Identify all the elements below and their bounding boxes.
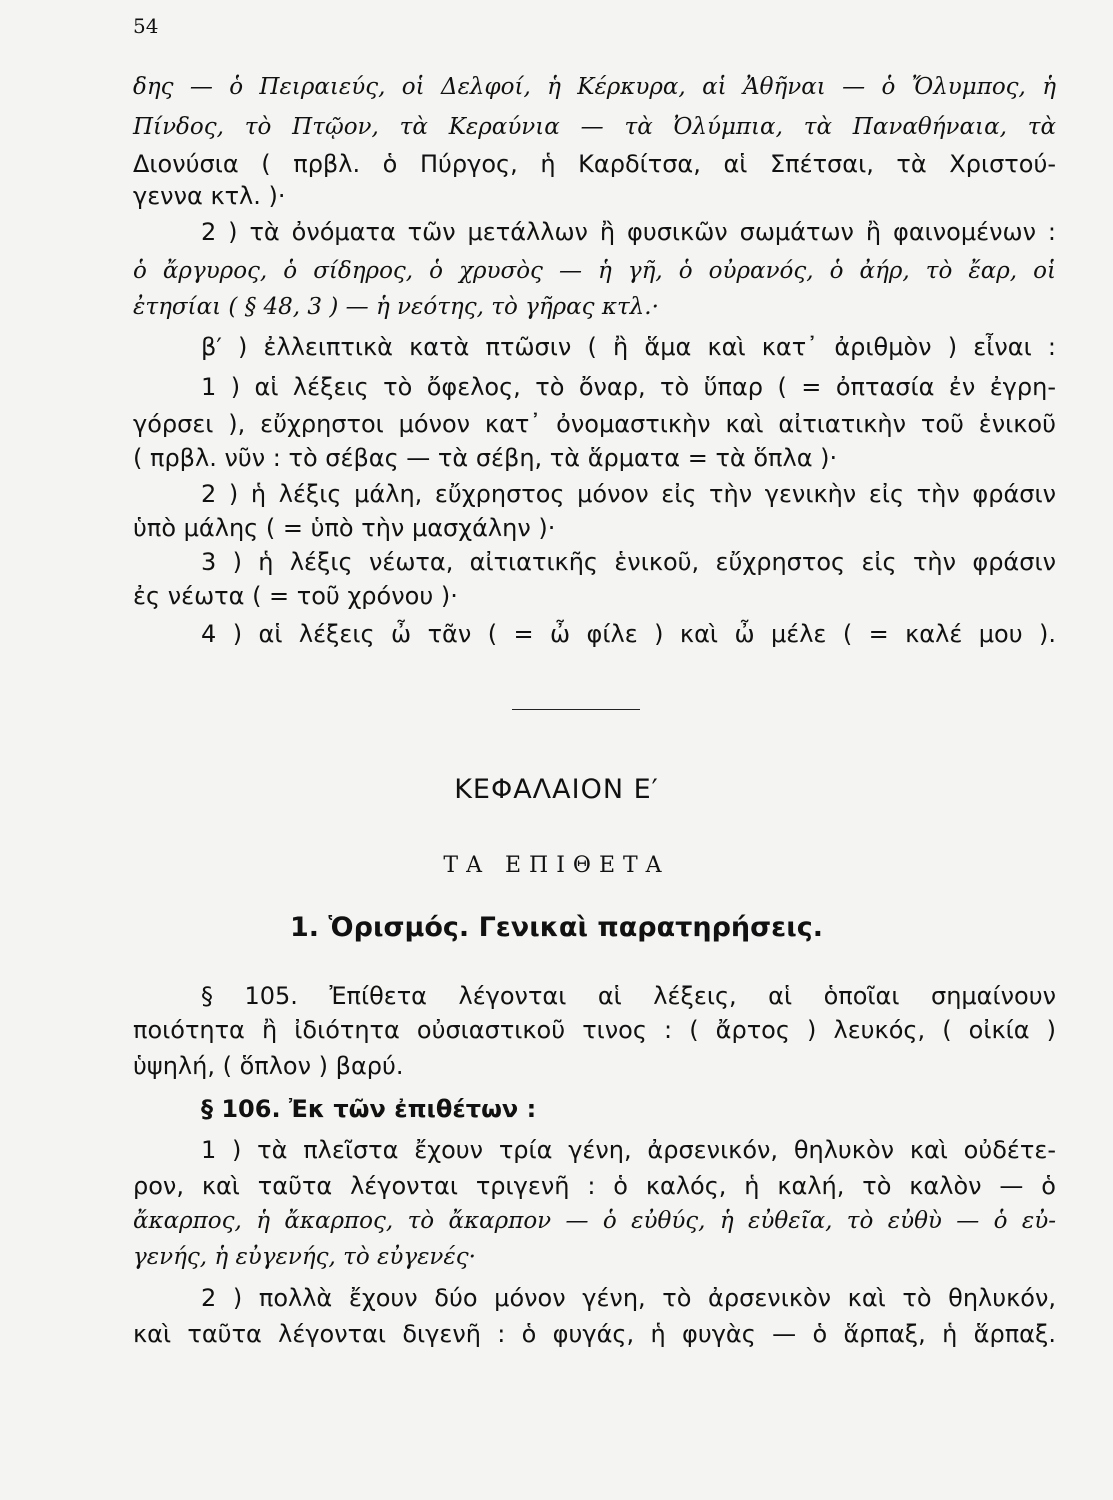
chapter-title: ΚΕΦΑΛΑΙΟΝ Ε′ (454, 774, 659, 805)
text-line: ὑπὸ μάλης ( = ὑπὸ τὴν μασχάλην )· (133, 514, 556, 542)
section-divider (512, 709, 640, 710)
text-line: ἐτησίαι ( § 48, 3 ) — ἡ νεότης, τὸ γῆρας κτλ.· (133, 294, 659, 320)
text-line: γενής, ἡ εὐγενής, τὸ εὐγενές· (133, 1244, 476, 1270)
text-line: ὑψηλή, ( ὅπλον ) βαρύ. (133, 1052, 404, 1080)
text-line: § 106. Ἐκ τῶν ἐπιθέτων : (201, 1095, 537, 1123)
text-line: § 105. Ἐπίθετα λέγονται αἱ λέξεις, αἱ ὁποῖαι σημαίνουν (201, 982, 1056, 1010)
text-line: 3 ) ἡ λέξις νέωτα, αἰτιατικῆς ἑνικοῦ, εὔχρηστος εἰς τὴν φράσιν (201, 548, 1056, 576)
text-line: 2 ) τὰ ὀνόματα τῶν μετάλλων ἢ φυσικῶν σωμάτων ἢ φαινομένων : (201, 218, 1056, 246)
text-line: γεννα κτλ. )· (133, 182, 286, 210)
text-line: ( πρβλ. νῦν : τὸ σέβας — τὰ σέβη, τὰ ἅρματα = τὰ ὅπλα )· (133, 444, 838, 472)
text-line: Πίνδος, τὸ Πτῷον, τὰ Κεραύνια — τὰ Ὀλύμπια, τὰ Παναθήναια, τὰ (133, 114, 1056, 140)
text-line: 1 ) τὰ πλεῖστα ἔχουν τρία γένη, ἀρσενικόν, θηλυκὸν καὶ οὐδέτε- (201, 1136, 1056, 1164)
text-line: δης — ὁ Πειραιεύς, οἱ Δελφοί, ἡ Κέρκυρα, αἱ Ἀθῆναι — ὁ Ὄλυμπος, ἡ (133, 74, 1056, 100)
text-line: 1 ) αἱ λέξεις τὸ ὄφελος, τὸ ὄναρ, τὸ ὕπαρ ( = ὀπτασία ἐν ἐγρη- (201, 373, 1056, 401)
text-line: Διονύσια ( πρβλ. ὁ Πύργος, ἡ Καρδίτσα, αἱ Σπέτσαι, τὰ Χριστού- (133, 150, 1056, 178)
text-line: ἐς νέωτα ( = τοῦ χρόνου )· (133, 582, 458, 610)
text-line: ποιότητα ἢ ἰδιότητα οὐσιαστικοῦ τινος : ( ἄρτος ) λευκός, ( οἰκία ) (133, 1016, 1056, 1044)
chapter-subtitle: ΤΑ ΕΠΙΘΕΤΑ (443, 853, 670, 878)
section-heading: 1. Ὁρισμός. Γενικαὶ παρατηρήσεις. (289, 912, 823, 943)
text-line: β′ ) ἐλλειπτικὰ κατὰ πτῶσιν ( ἢ ἅμα καὶ κατ᾽ ἀριθμὸν ) εἶναι : (201, 333, 1056, 361)
text-line: 2 ) ἡ λέξις μάλη, εὔχρηστος μόνον εἰς τὴν γενικὴν εἰς τὴν φράσιν (201, 480, 1056, 508)
text-line: ἄκαρπος, ἡ ἄκαρπος, τὸ ἄκαρπον — ὁ εὐθύς, ἡ εὐθεῖα, τὸ εὐθὺ — ὁ εὐ- (133, 1208, 1056, 1234)
text-line: ὁ ἄργυρος, ὁ σίδηρος, ὁ χρυσὸς — ἡ γῆ, ὁ οὐρανός, ὁ ἀήρ, τὸ ἔαρ, οἱ (133, 258, 1056, 284)
text-line: 4 ) αἱ λέξεις ὦ τᾶν ( = ὦ φίλε ) καὶ ὦ μέλε ( = καλέ μου ). (201, 620, 1056, 648)
text-line: καὶ ταῦτα λέγονται διγενῆ : ὁ φυγάς, ἡ φυγὰς — ὁ ἅρπαξ, ἡ ἅρπαξ. (133, 1320, 1056, 1348)
text-line: ρον, καὶ ταῦτα λέγονται τριγενῆ : ὁ καλός, ἡ καλή, τὸ καλὸν — ὁ (133, 1172, 1056, 1200)
page-number: 54 (133, 14, 159, 38)
text-line: 2 ) πολλὰ ἔχουν δύο μόνον γένη, τὸ ἀρσενικὸν καὶ τὸ θηλυκόν, (201, 1284, 1056, 1312)
text-line: γόρσει ), εὔχρηστοι μόνον κατ᾽ ὀνομαστικὴν καὶ αἰτιατικὴν τοῦ ἑνικοῦ (133, 410, 1056, 438)
